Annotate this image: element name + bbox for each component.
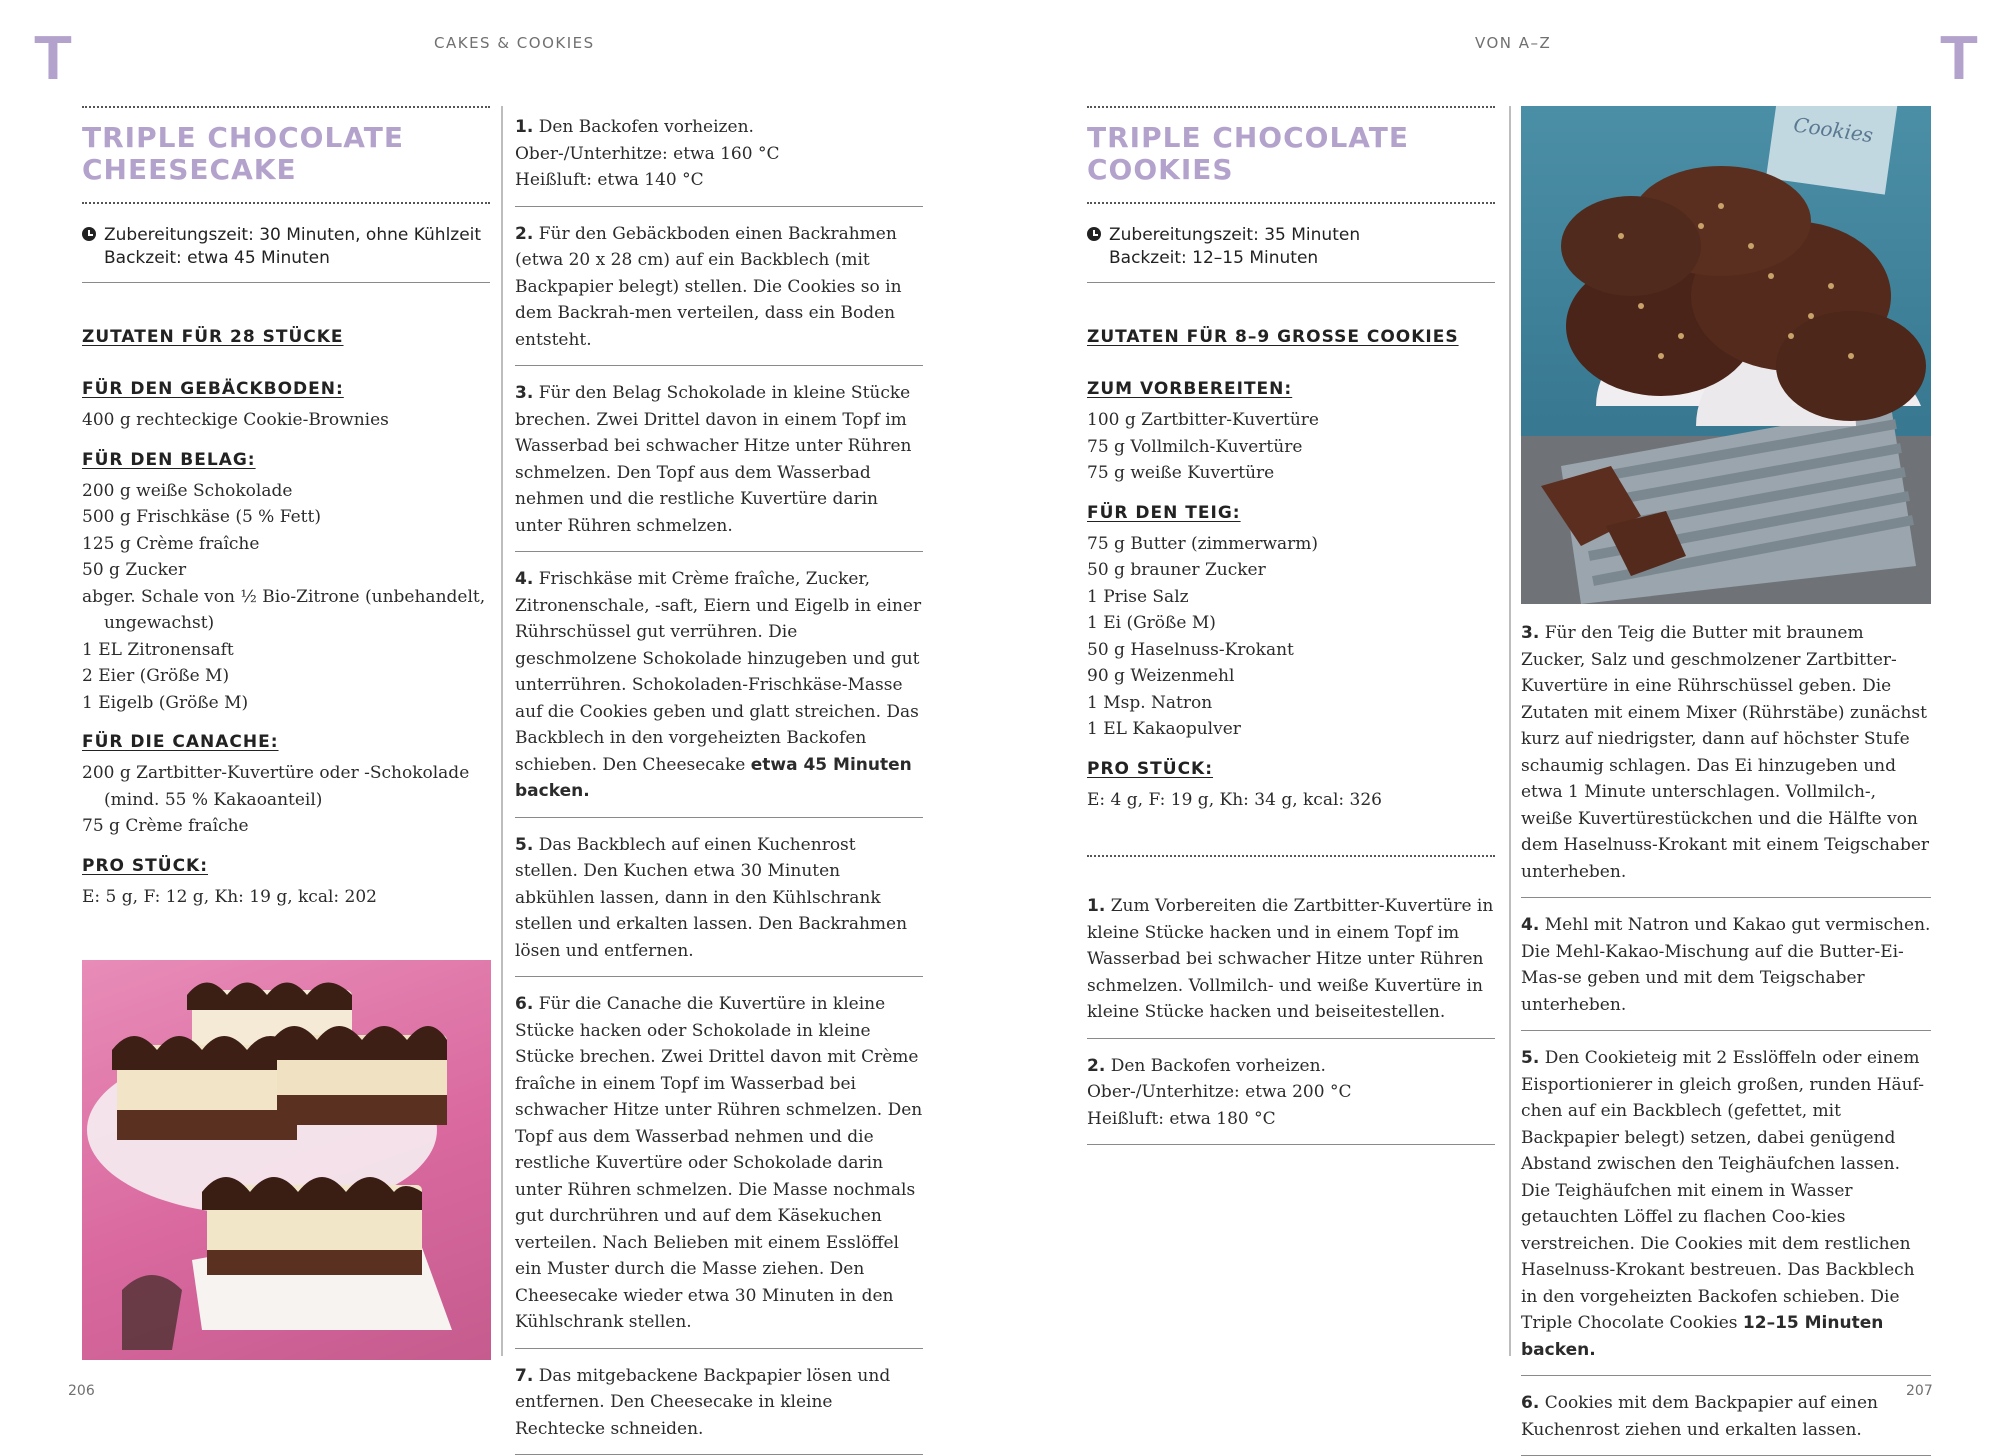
recipe1-steps-column bbox=[515, 114, 923, 1455]
step-number: 5. bbox=[515, 834, 534, 855]
ingredient-item: 200 g Zartbitter-Kuvertüre oder -Schokolade (mind. 55 % Kakaoanteil) bbox=[82, 763, 470, 810]
step bbox=[515, 566, 923, 805]
step-text: Für die Canache die Kuvertüre in kleine Stücke hacken oder Schokolade in kleine Stücke brechen. Zwei Drittel davon mit Crème fraîche in einem Topf im Wasserbad bei schwacher Hitze unter Rühren schmelzen. Den Topf aus dem Wasserbad nehmen und die restliche Kuvertüre oder Schokolade darin unter Rühren schmelzen. Die Masse nochmals gut durchrühren und auf dem Käsekuchen verteilen. Nach Belieben mit einem Esslöffel ein Muster durch die Masse ziehen. Den Cheesecake wieder etwa 30 Minuten in den Kühlschrank stellen. bbox=[515, 994, 923, 1332]
step-number: 7. bbox=[515, 1365, 534, 1386]
nutrition-info bbox=[1087, 787, 1495, 814]
rule bbox=[82, 282, 490, 283]
running-head-left: CAKES & COOKIES bbox=[434, 34, 595, 52]
chapter-letter-right: T bbox=[1940, 24, 1978, 93]
recipe1-info-column bbox=[82, 106, 490, 910]
step-number: 1. bbox=[515, 117, 534, 137]
note-card-text: Cookies bbox=[1792, 112, 1875, 148]
ingredients-heading: ZUTATEN FÜR 28 STÜCKE bbox=[82, 327, 344, 347]
ingredient-item: 50 g Zucker bbox=[82, 560, 187, 580]
dotted-rule bbox=[1087, 855, 1495, 857]
step-text: Zum Vorbereiten die Zartbitter-Kuvertüre in kleine Stücke hacken und in einem Topf im Wasserbad bei schwacher Hitze unter Rühren schmelzen. Vollmilch- und weiße Kuvertüre in kleine Stücke hacken und beiseitestellen. bbox=[1087, 896, 1494, 1022]
ingredient-list bbox=[82, 760, 490, 840]
step bbox=[1521, 912, 1931, 1018]
recipe2-info-column bbox=[1087, 106, 1495, 1145]
rule bbox=[515, 976, 923, 977]
step-text: Für den Teig die Butter mit braunem Zucker, Salz und geschmolzener Zartbitter-Kuvertüre in eine Rührschüssel geben. Die Zutaten mit einem Mixer (Rührstäbe) zunächst kurz auf niedrigster, dann auf höchster Stufe schaumig schlagen. Das Ei hinzugeben und etwa 1 Minute unterschlagen. Vollmilch-, weiße Kuvertürestückchen und die Hälfte von dem Haselnuss-Krokant mit einem Teigschaber unterheben. bbox=[1521, 623, 1930, 882]
step-text: Mehl mit Natron und Kakao gut vermischen. Die Mehl-Kakao-Mischung auf die Butter-Ei-Mas-se geben und mit dem Teigschaber unterheben. bbox=[1521, 915, 1931, 1015]
section-heading: PRO STÜCK: bbox=[82, 855, 209, 876]
dotted-rule bbox=[1087, 106, 1495, 108]
rule bbox=[1521, 1375, 1931, 1376]
cookies-photo bbox=[1521, 106, 1931, 604]
recipe2-title bbox=[1087, 122, 1495, 186]
rule bbox=[1087, 282, 1495, 283]
ingredient-item: 75 g weiße Kuvertüre bbox=[1087, 463, 1275, 483]
rule bbox=[1087, 1144, 1495, 1145]
step bbox=[1521, 1390, 1931, 1443]
dotted-rule bbox=[82, 106, 490, 108]
section-heading: FÜR DIE CANACHE: bbox=[82, 732, 279, 752]
section-heading: ZUM VORBEREITEN: bbox=[1087, 379, 1293, 399]
prep-time: Zubereitungszeit: 30 Minuten, ohne Kühlzeit bbox=[104, 225, 482, 245]
bake-time: Backzeit: etwa 45 Minuten bbox=[104, 248, 330, 268]
step bbox=[1087, 1053, 1495, 1133]
step-text: Den Backofen vorheizen. Ober-/Unterhitze: etwa 200 °C Heißluft: etwa 180 °C bbox=[1087, 1055, 1352, 1129]
column-divider bbox=[501, 106, 503, 1356]
step bbox=[515, 991, 923, 1336]
section-heading: FÜR DEN TEIG: bbox=[1087, 502, 1241, 523]
page-number-right: 207 bbox=[1906, 1383, 1933, 1399]
nutrition-values: E: 5 g, F: 12 g, Kh: 19 g, kcal: 202 bbox=[82, 886, 377, 907]
step bbox=[1087, 893, 1495, 1026]
ingredient-list bbox=[82, 478, 490, 717]
section-heading: PRO STÜCK: bbox=[1087, 758, 1214, 779]
bake-time: Backzeit: 12–15 Minuten bbox=[1109, 248, 1319, 268]
clock-icon bbox=[1087, 227, 1101, 241]
step-number: 3. bbox=[515, 383, 534, 403]
ingredient-item: 90 g Weizenmehl bbox=[1087, 666, 1235, 686]
recipe2-steps-right bbox=[1521, 620, 1931, 1456]
ingredient-item: 1 EL Zitronensaft bbox=[82, 639, 234, 660]
section-heading: FÜR DEN GEBÄCKBODEN: bbox=[82, 379, 344, 399]
ingredient-item: 1 Prise Salz bbox=[1087, 586, 1189, 607]
cheesecake-illustration bbox=[82, 960, 491, 1360]
step-text: Das Backblech auf einen Kuchenrost stellen. Den Kuchen etwa 30 Minuten abkühlen lassen, dann in den Kühlschrank stellen und erkalten lassen. Den Backrahmen lösen und entfernen. bbox=[515, 834, 908, 961]
title-line: TRIPLE CHOCOLATE bbox=[1087, 121, 1410, 154]
ingredient-item: 50 g brauner Zucker bbox=[1087, 560, 1266, 580]
rule bbox=[515, 551, 923, 552]
step bbox=[1521, 620, 1931, 885]
rule bbox=[1521, 1030, 1931, 1031]
step bbox=[515, 114, 923, 194]
step-number: 6. bbox=[515, 994, 534, 1014]
recipe2-time bbox=[1087, 224, 1495, 270]
ingredient-item: 50 g Haselnuss-Krokant bbox=[1087, 639, 1294, 660]
step-number: 2. bbox=[1087, 1055, 1106, 1076]
step-number: 4. bbox=[1521, 915, 1540, 935]
ingredient-item: 200 g weiße Schokolade bbox=[82, 480, 293, 501]
step-number: 5. bbox=[1521, 1048, 1540, 1068]
title-line: COOKIES bbox=[1087, 153, 1234, 186]
ingredient-item: 1 EL Kakaopulver bbox=[1087, 719, 1241, 739]
title-line: TRIPLE CHOCOLATE bbox=[82, 121, 405, 154]
ingredient-item: 125 g Crème fraîche bbox=[82, 533, 260, 554]
cheesecake-photo bbox=[82, 960, 491, 1360]
page-number-left: 206 bbox=[68, 1383, 95, 1399]
step-bold-text: etwa 45 Minuten backen. bbox=[515, 754, 912, 801]
ingredient-list bbox=[1087, 407, 1495, 487]
rule bbox=[515, 206, 923, 207]
ingredient-item: 75 g Butter (zimmerwarm) bbox=[1087, 533, 1319, 554]
ingredient-item: 1 Ei (Größe M) bbox=[1087, 613, 1216, 633]
rule bbox=[515, 1348, 923, 1349]
step-text: Für den Belag Schokolade in kleine Stücke brechen. Zwei Drittel davon in einem Topf im Wasserbad bei schwacher Hitze unter Rühren schmelzen. Den Topf aus dem Wasserbad nehmen und die restliche Kuvertüre darin unter Rühren schmelzen. bbox=[515, 383, 912, 536]
ingredient-item: 1 Msp. Natron bbox=[1087, 692, 1213, 713]
rule bbox=[515, 817, 923, 818]
chapter-letter-left: T bbox=[34, 24, 72, 93]
dotted-rule bbox=[1087, 202, 1495, 204]
dotted-rule bbox=[82, 202, 490, 204]
step bbox=[515, 221, 923, 354]
nutrition-info bbox=[82, 884, 490, 911]
ingredient-item: 2 Eier (Größe M) bbox=[82, 666, 230, 686]
clock-icon bbox=[82, 227, 96, 241]
step-number: 4. bbox=[515, 569, 534, 589]
running-head-right: VON A–Z bbox=[1475, 34, 1552, 52]
recipe1-time bbox=[82, 224, 490, 270]
ingredient-item: 1 Eigelb (Größe M) bbox=[82, 692, 249, 713]
step-number: 3. bbox=[1521, 623, 1540, 643]
step-text: Cookies mit dem Backpapier auf einen Kuchenrost ziehen und erkalten lassen. bbox=[1521, 1393, 1878, 1440]
step-number: 6. bbox=[1521, 1393, 1540, 1413]
ingredient-list bbox=[82, 407, 490, 434]
step bbox=[515, 1363, 923, 1443]
ingredient-item: 400 g rechteckige Cookie-Brownies bbox=[82, 410, 389, 430]
rule bbox=[1521, 897, 1931, 898]
ingredient-list bbox=[1087, 531, 1495, 743]
recipe1-title bbox=[82, 122, 490, 186]
step-number: 2. bbox=[515, 223, 534, 244]
step-text: Frischkäse mit Crème fraîche, Zucker, Zitronenschale, -saft, Eiern und Eigelb in einer Rührschüssel gut verrühren. Die geschmolzene Schokolade hinzugeben und gut unterrühren. Schokoladen-Frischkäse-Masse auf die Cookies geben und glatt streichen. Das Backblech in den vorgeheizten Backofen schieben. Den Cheesecake bbox=[515, 569, 922, 775]
prep-time: Zubereitungszeit: 35 Minuten bbox=[1109, 225, 1361, 245]
step bbox=[515, 832, 923, 965]
ingredient-item: 100 g Zartbitter-Kuvertüre bbox=[1087, 410, 1319, 430]
step bbox=[1521, 1045, 1931, 1363]
cookies-illustration bbox=[1521, 106, 1931, 604]
ingredient-item: 75 g Vollmilch-Kuvertüre bbox=[1087, 436, 1303, 457]
rule bbox=[515, 365, 923, 366]
recipe2-steps-left bbox=[1087, 893, 1495, 1145]
section-heading: FÜR DEN BELAG: bbox=[82, 449, 256, 470]
rule bbox=[515, 1454, 923, 1455]
ingredients-heading: ZUTATEN FÜR 8–9 GROSSE COOKIES bbox=[1087, 327, 1459, 347]
nutrition-values: E: 4 g, F: 19 g, Kh: 34 g, kcal: 326 bbox=[1087, 789, 1382, 810]
rule bbox=[1087, 1038, 1495, 1039]
step-text: Den Backofen vorheizen. Ober-/Unterhitze: etwa 160 °C Heißluft: etwa 140 °C bbox=[515, 117, 780, 190]
step bbox=[515, 380, 923, 539]
ingredient-item: 500 g Frischkäse (5 % Fett) bbox=[82, 507, 321, 527]
step-bold-text: 12–15 Minuten backen. bbox=[1521, 1313, 1884, 1360]
step-text: Den Cookieteig mit 2 Esslöffeln oder einem Eisportionierer in gleich großen, runden Häuf-chen auf ein Backblech (gefettet, mit Backpapier belegt) setzen, dabei genügend Abstand zwischen den Teighäufchen lassen. Die Teighäufchen mit einem in Wasser getauchten Löffel zu flachen Coo-kies verstreichen. Die Cookies mit dem restlichen Haselnuss-Krokant bestreuen. Das Backblech in den vorgeheizten Backofen schieben. Die Triple Chocolate Cookies bbox=[1521, 1048, 1925, 1333]
step-number: 1. bbox=[1087, 896, 1106, 916]
ingredient-item: abger. Schale von ½ Bio-Zitrone (unbehandelt, ungewachst) bbox=[82, 586, 486, 633]
title-line: CHEESECAKE bbox=[82, 153, 297, 186]
ingredient-item: 75 g Crème fraîche bbox=[82, 816, 249, 836]
column-divider bbox=[1509, 106, 1511, 1356]
step-text: Für den Gebäckboden einen Backrahmen (etwa 20 x 28 cm) auf ein Backblech (mit Backpapier belegt) stellen. Die Cookies so in dem Backrah-men verteilen, dass ein Boden entsteht. bbox=[515, 223, 902, 350]
step-text: Das mitgebackene Backpapier lösen und entfernen. Den Cheesecake in kleine Rechtecke schneiden. bbox=[515, 1365, 891, 1439]
